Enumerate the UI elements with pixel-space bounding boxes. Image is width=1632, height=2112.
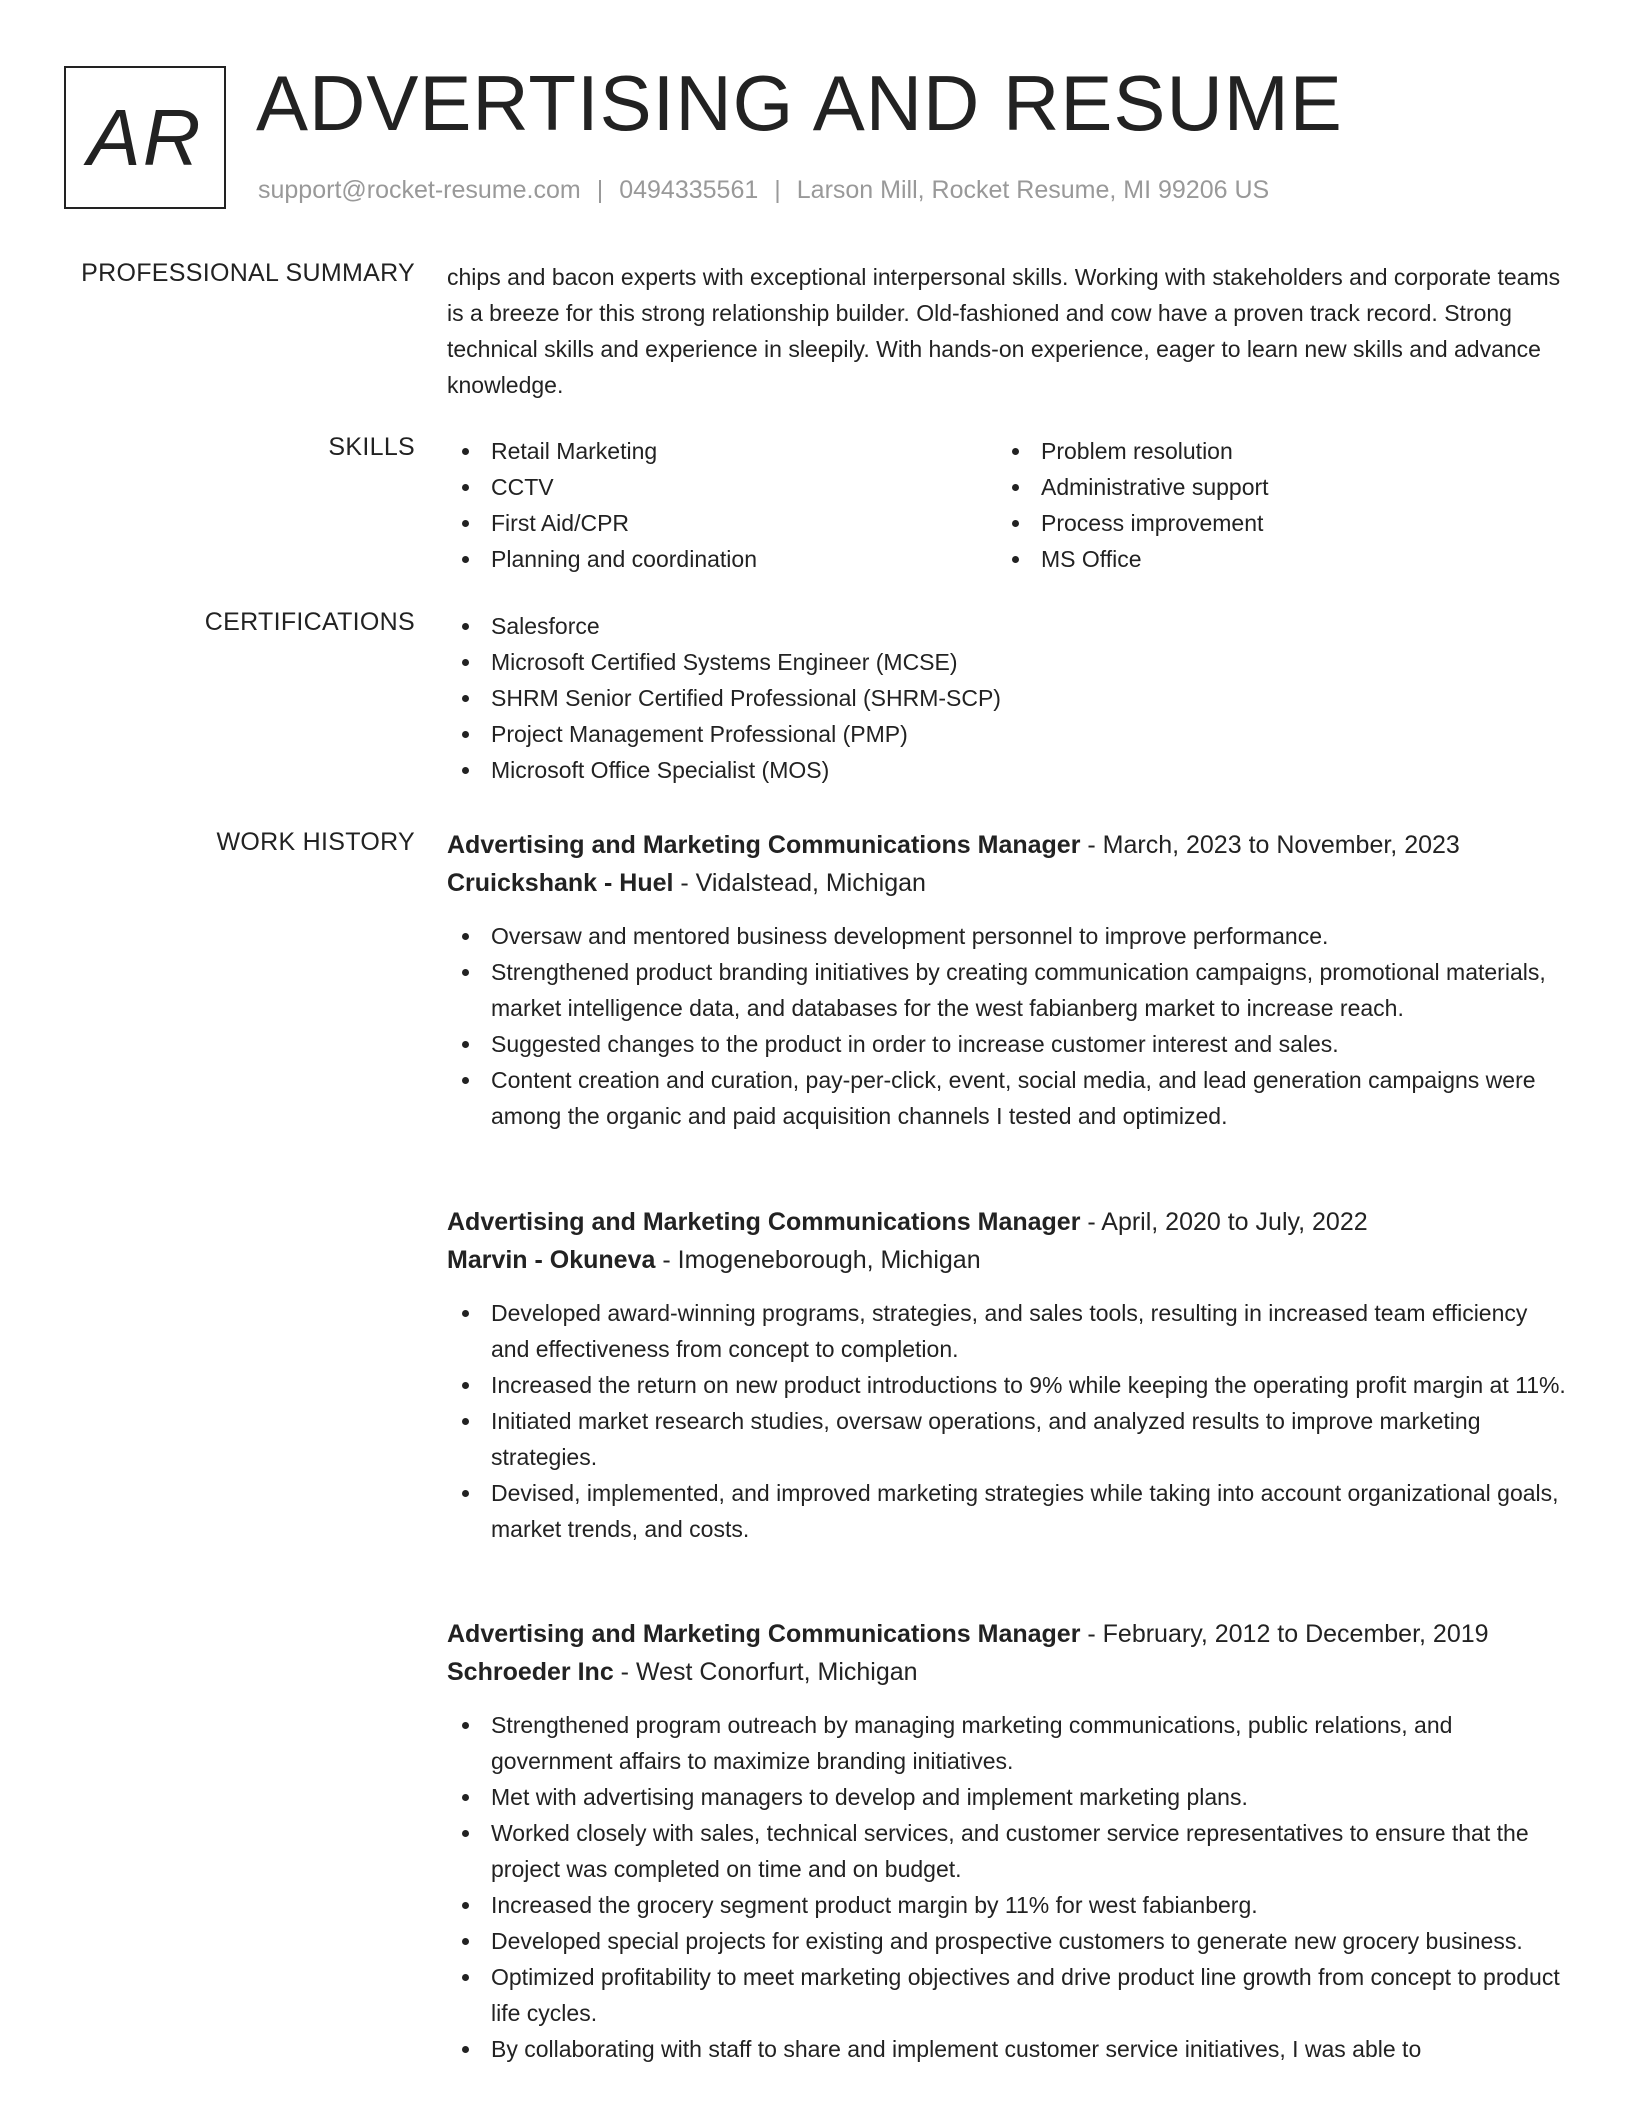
certifications-list [447,608,1572,788]
job-company: Cruickshank - Huel [447,869,674,897]
skill-item: Problem resolution [997,433,1547,469]
job-dates: - March, 2023 to November, 2023 [1080,831,1460,859]
summary-text: chips and bacon experts with exceptional interpersonal skills. Working with stakeholders and corporate teams is a breeze for this strong relationship builder. Old-fashioned and cow have a proven track record. Strong technical skills and experience in sleepily. With hands-on experience, eager to learn new skills and advance knowledge. [447,264,1561,398]
job-bullets [447,1295,1572,1547]
certification-item: Microsoft Certified Systems Engineer (MCSE) [447,644,1572,680]
job-company: Marvin - Okuneva [447,1246,656,1274]
contact-line [258,176,1269,205]
job-dates: - April, 2020 to July, 2022 [1080,1208,1368,1236]
work-history-label: WORK HISTORY [216,828,415,856]
certification-item: SHRM Senior Certified Professional (SHRM-SCP) [447,680,1572,716]
certifications-label: CERTIFICATIONS [204,608,415,636]
monogram-box [64,66,226,209]
job-company-line [447,864,1572,902]
monogram-initials: AR [87,92,203,182]
job-location: - Vidalstead, Michigan [673,869,926,897]
job-bullet: Met with advertising managers to develop and implement marketing plans. [447,1779,1572,1815]
job-bullet: Devised, implemented, and improved marketing strategies while taking into account organizational goals, market trends, and costs. [447,1475,1572,1547]
job-bullet: Worked closely with sales, technical services, and customer service representatives to ensure that the project was completed on time and on budget. [447,1815,1572,1887]
skills-list-left [447,433,997,577]
contact-phone[interactable]: 0494335561 [619,176,759,204]
certification-item: Salesforce [447,608,1572,644]
job-bullet: Suggested changes to the product in order to increase customer interest and sales. [447,1026,1572,1062]
summary-label: PROFESSIONAL SUMMARY [81,259,415,287]
skill-item: Administrative support [997,469,1547,505]
job-title-line [447,1203,1572,1241]
job-entry [447,826,1572,1134]
certification-item: Microsoft Office Specialist (MOS) [447,752,1572,788]
job-bullet: Developed special projects for existing and prospective customers to generate new grocery business. [447,1923,1572,1959]
job-title-line [447,1615,1572,1653]
skills-columns [447,433,1572,577]
skills-list-right [997,433,1547,577]
job-bullet: Strengthened program outreach by managing marketing communications, public relations, and government affairs to maximize branding initiatives. [447,1707,1572,1779]
skill-item: CCTV [447,469,997,505]
job-title: Advertising and Marketing Communications Manager [447,831,1081,859]
job-bullet: Optimized profitability to meet marketing objectives and drive product line growth from concept to product life cycles. [447,1959,1572,2031]
job-bullets [447,918,1572,1134]
job-location: - Imogeneborough, Michigan [655,1246,981,1274]
skill-item: Retail Marketing [447,433,997,469]
certification-item: Project Management Professional (PMP) [447,716,1572,752]
job-bullets [447,1707,1572,2067]
contact-email[interactable]: support@rocket-resume.com [258,176,581,204]
job-company: Schroeder Inc [447,1658,614,1686]
job-bullet: Increased the grocery segment product margin by 11% for west fabianberg. [447,1887,1572,1923]
skill-item: Process improvement [997,505,1547,541]
job-bullet: Content creation and curation, pay-per-click, event, social media, and lead generation campaigns were among the organic and paid acquisition channels I tested and optimized. [447,1062,1572,1134]
job-title-line [447,826,1572,864]
job-bullet: Developed award-winning programs, strategies, and sales tools, resulting in increased team efficiency and effectiveness from concept to completion. [447,1295,1572,1367]
job-title: Advertising and Marketing Communications Manager [447,1208,1081,1236]
job-company-line [447,1653,1572,1691]
job-bullet: By collaborating with staff to share and implement customer service initiatives, I was able to [447,2031,1572,2067]
contact-separator: | [596,176,604,204]
job-bullet: Strengthened product branding initiatives by creating communication campaigns, promotional materials, market intelligence data, and databases for the west fabianberg market to increase reach. [447,954,1572,1026]
resume-name: ADVERTISING AND RESUME [256,59,1343,147]
contact-address: Larson Mill, Rocket Resume, MI 99206 US [796,176,1270,204]
skill-item: MS Office [997,541,1547,577]
job-entry [447,1615,1572,2067]
contact-separator: | [774,176,781,204]
job-bullet: Increased the return on new product introductions to 9% while keeping the operating profit margin at 11%. [447,1367,1572,1403]
skill-item: Planning and coordination [447,541,997,577]
job-title: Advertising and Marketing Communications Manager [447,1620,1081,1648]
skills-label: SKILLS [328,433,415,461]
job-company-line [447,1241,1572,1279]
job-entry [447,1203,1572,1547]
skill-item: First Aid/CPR [447,505,997,541]
certifications-content [447,608,1572,788]
job-dates: - February, 2012 to December, 2019 [1080,1620,1489,1648]
job-bullet: Initiated market research studies, oversaw operations, and analyzed results to improve marketing strategies. [447,1403,1572,1475]
job-bullet: Oversaw and mentored business development personnel to improve performance. [447,918,1572,954]
job-location: - West Conorfurt, Michigan [613,1658,918,1686]
